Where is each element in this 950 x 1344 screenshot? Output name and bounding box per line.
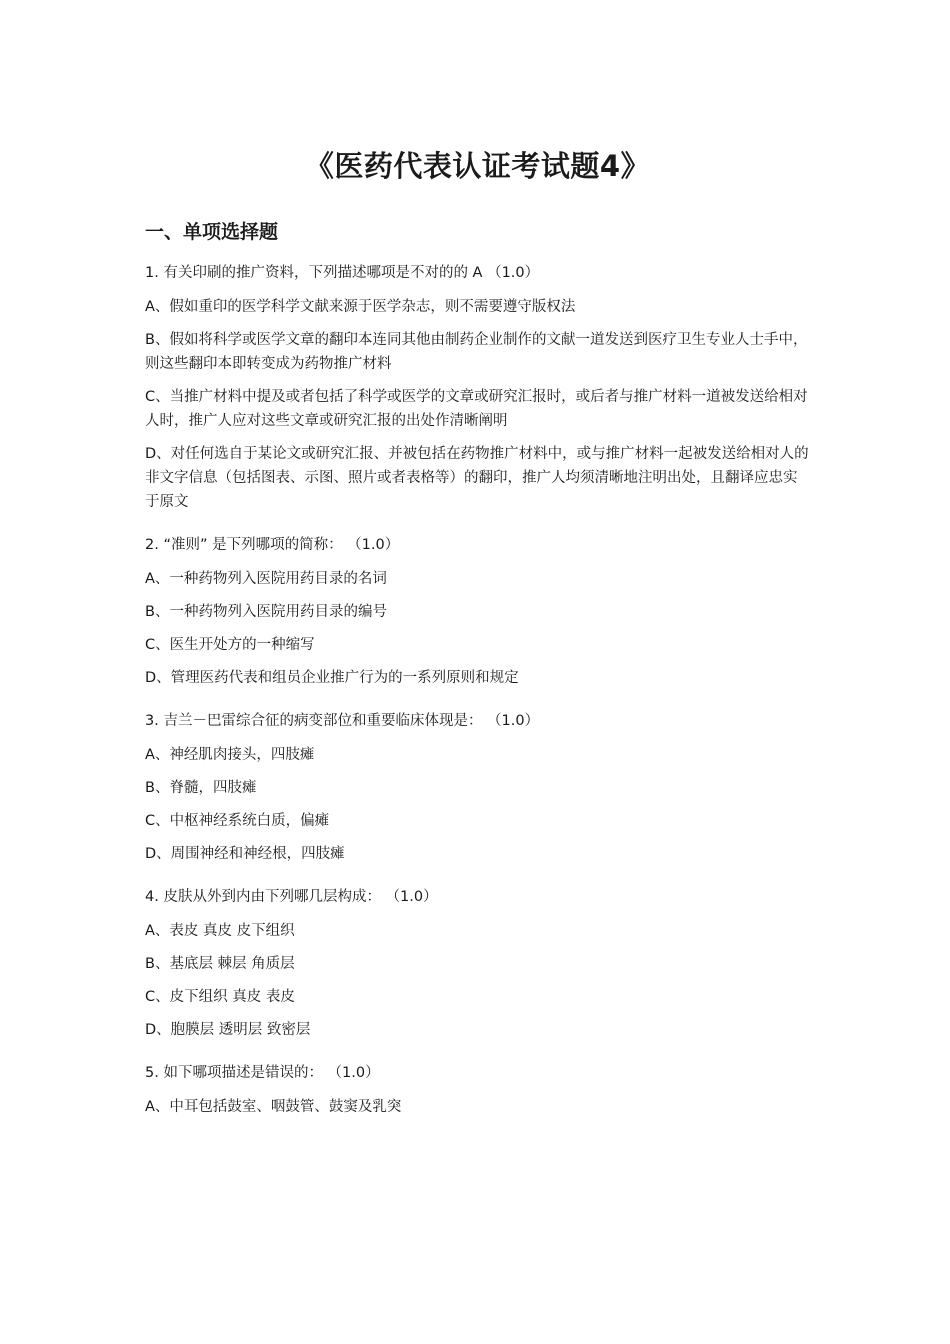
option-c: C、医生开处方的一种缩写	[145, 637, 315, 653]
option-b: B、基底层 棘层 角质层	[145, 956, 295, 972]
option-d: D、周围神经和神经根，四肢瘫	[145, 846, 345, 862]
option-a: A、中耳包括鼓室、咽鼓管、鼓窦及乳突	[145, 1099, 402, 1115]
question-5	[145, 1062, 810, 1119]
question-2	[145, 534, 810, 690]
option-d: D、对任何选自于某论文或研究汇报、并被包括在药物推广材料中，或与推广材料一起被发送给相对人的非文字信息（包括图表、示图、照片或者表格等）的翻印，推广人均须清晰地注明出处，且翻译应忠实于原文	[145, 446, 809, 510]
option-b: B、假如将科学或医学文章的翻印本连同其他由制药企业制作的文献一道发送到医疗卫生专业人士手中，则这些翻印本即转变成为药物推广材料	[145, 332, 808, 372]
question-3	[145, 710, 810, 866]
option-b: B、脊髓，四肢瘫	[145, 780, 257, 796]
option-a: A、神经肌肉接头，四肢瘫	[145, 747, 315, 763]
question-4	[145, 886, 810, 1042]
option-c: C、中枢神经系统白质，偏瘫	[145, 813, 330, 829]
option-b: B、一种药物列入医院用药目录的编号	[145, 604, 387, 620]
question-stem: 4. 皮肤从外到内由下列哪几层构成： （1.0）	[145, 889, 438, 905]
option-a: A、假如重印的医学科学文献来源于医学杂志，则不需要遵守版权法	[145, 299, 576, 315]
option-c: C、皮下组织 真皮 表皮	[145, 989, 295, 1005]
question-stem: 5. 如下哪项描述是错误的： （1.0）	[145, 1065, 380, 1081]
option-a: A、表皮 真皮 皮下组织	[145, 923, 295, 939]
section-heading: 一、单项选择题	[145, 221, 279, 243]
option-a: A、一种药物列入医院用药目录的名词	[145, 571, 387, 587]
question-stem: 2. “准则” 是下列哪项的简称： （1.0）	[145, 537, 400, 553]
option-d: D、管理医药代表和组员企业推广行为的一系列原则和规定	[145, 670, 519, 686]
option-d: D、胞膜层 透明层 致密层	[145, 1022, 311, 1038]
question-stem: 1. 有关印刷的推广资料，下列描述哪项是不对的的 A （1.0）	[145, 265, 540, 281]
question-1	[145, 262, 810, 514]
option-c: C、当推广材料中提及或者包括了科学或医学的文章或研究汇报时，或后者与推广材料一道被发送给相对人时，推广人应对这些文章或研究汇报的出处作清晰阐明	[145, 389, 808, 429]
document-title: 《医药代表认证考试题4》	[304, 149, 651, 183]
question-stem: 3. 吉兰－巴雷综合征的病变部位和重要临床体现是： （1.0）	[145, 713, 540, 729]
question-list	[145, 262, 810, 1139]
